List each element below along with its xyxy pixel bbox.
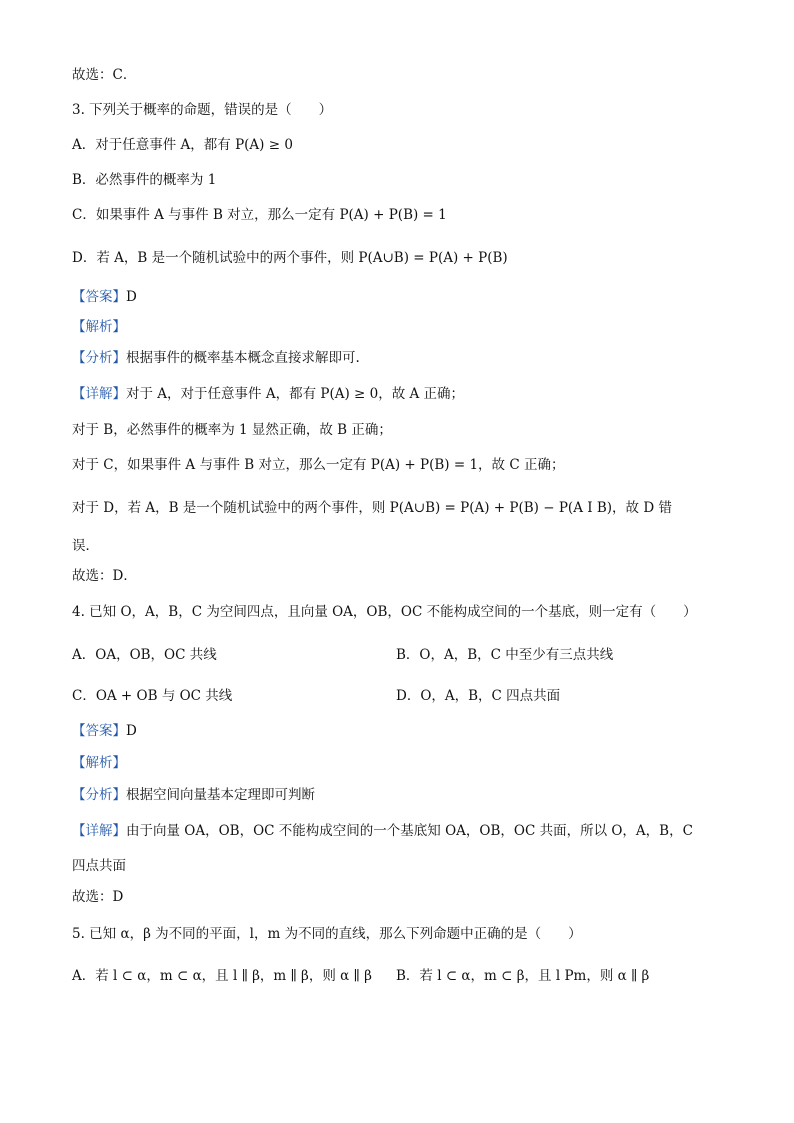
q3-fenxi xyxy=(72,349,360,367)
detail-text: 由于向量 OA，OB，OC 不能构成空间的一个基底知 OA，OB，OC 共面，所以 O，A，B，C xyxy=(126,823,693,839)
q4-detail-1 xyxy=(72,822,693,840)
answer-label: 【答案】 xyxy=(72,289,126,305)
q5-option-a: A．若 l ⊂ α，m ⊂ α，且 l ∥ β，m ∥ β，则 α ∥ β xyxy=(72,968,372,984)
fenxi-text: 根据事件的概率基本概念直接求解即可. xyxy=(126,350,360,366)
q3-option-d: D．若 A，B 是一个随机试验中的两个事件，则 P(A∪B) = P(A) + P(B) xyxy=(72,250,508,266)
fenxi-text: 根据空间向量基本定理即可判断 xyxy=(126,787,315,803)
q4-conclusion: 故选：D xyxy=(72,889,124,905)
fenxi-label: 【分析】 xyxy=(72,350,126,366)
detail-text: 对于 A，对于任意事件 A，都有 P(A) ≥ 0，故 A 正确； xyxy=(126,386,465,402)
q5-stem: 5. 已知 α，β 为不同的平面，l，m 为不同的直线，那么下列命题中正确的是（ ） xyxy=(72,926,582,942)
q3-detail-2: 对于 B，必然事件的概率为 1 显然正确，故 B 正确； xyxy=(72,422,392,438)
q3-detail-4: 对于 D，若 A，B 是一个随机试验中的两个事件，则 P(A∪B) = P(A) + P(B) − P(A I B)，故 D 错 xyxy=(72,500,672,516)
q4-answer xyxy=(72,722,137,740)
q4-option-a: A．OA，OB，OC 共线 xyxy=(72,647,217,663)
q3-detail-5: 误． xyxy=(72,538,99,554)
q4-stem: 4. 已知 O，A，B，C 为空间四点，且向量 OA，OB，OC 不能构成空间的一个基底，则一定有（ ） xyxy=(72,604,697,620)
answer-value: D xyxy=(126,289,137,305)
q4-option-d: D．O，A，B，C 四点共面 xyxy=(396,688,561,704)
q4-analysis-heading: 【解析】 xyxy=(72,755,126,771)
q3-option-a: A．对于任意事件 A，都有 P(A) ≥ 0 xyxy=(72,137,293,153)
q3-detail-3: 对于 C，如果事件 A 与事件 B 对立，那么一定有 P(A) + P(B) = 1，故 C 正确； xyxy=(72,457,565,473)
q3-option-c: C．如果事件 A 与事件 B 对立，那么一定有 P(A) + P(B) = 1 xyxy=(72,207,447,223)
q3-stem: 3. 下列关于概率的命题，错误的是（ ） xyxy=(72,102,333,118)
xiangjie-label: 【详解】 xyxy=(72,823,126,839)
q3-conclusion: 故选：D． xyxy=(72,568,137,584)
q4-option-c: C．OA + OB 与 OC 共线 xyxy=(72,688,233,704)
q2-conclusion: 故选：C． xyxy=(72,67,137,83)
fenxi-label: 【分析】 xyxy=(72,787,126,803)
q4-option-b: B．O，A，B，C 中至少有三点共线 xyxy=(396,647,614,663)
q3-detail-1 xyxy=(72,385,464,403)
q3-option-b: B．必然事件的概率为 1 xyxy=(72,172,217,188)
q3-answer xyxy=(72,288,137,306)
xiangjie-label: 【详解】 xyxy=(72,386,126,402)
answer-label: 【答案】 xyxy=(72,723,126,739)
q5-option-b: B．若 l ⊂ α，m ⊂ β，且 l Pm，则 α ∥ β xyxy=(396,968,650,984)
answer-value: D xyxy=(126,723,137,739)
q4-detail-2: 四点共面 xyxy=(72,858,126,874)
q4-fenxi xyxy=(72,786,315,804)
q3-analysis-heading: 【解析】 xyxy=(72,319,126,335)
